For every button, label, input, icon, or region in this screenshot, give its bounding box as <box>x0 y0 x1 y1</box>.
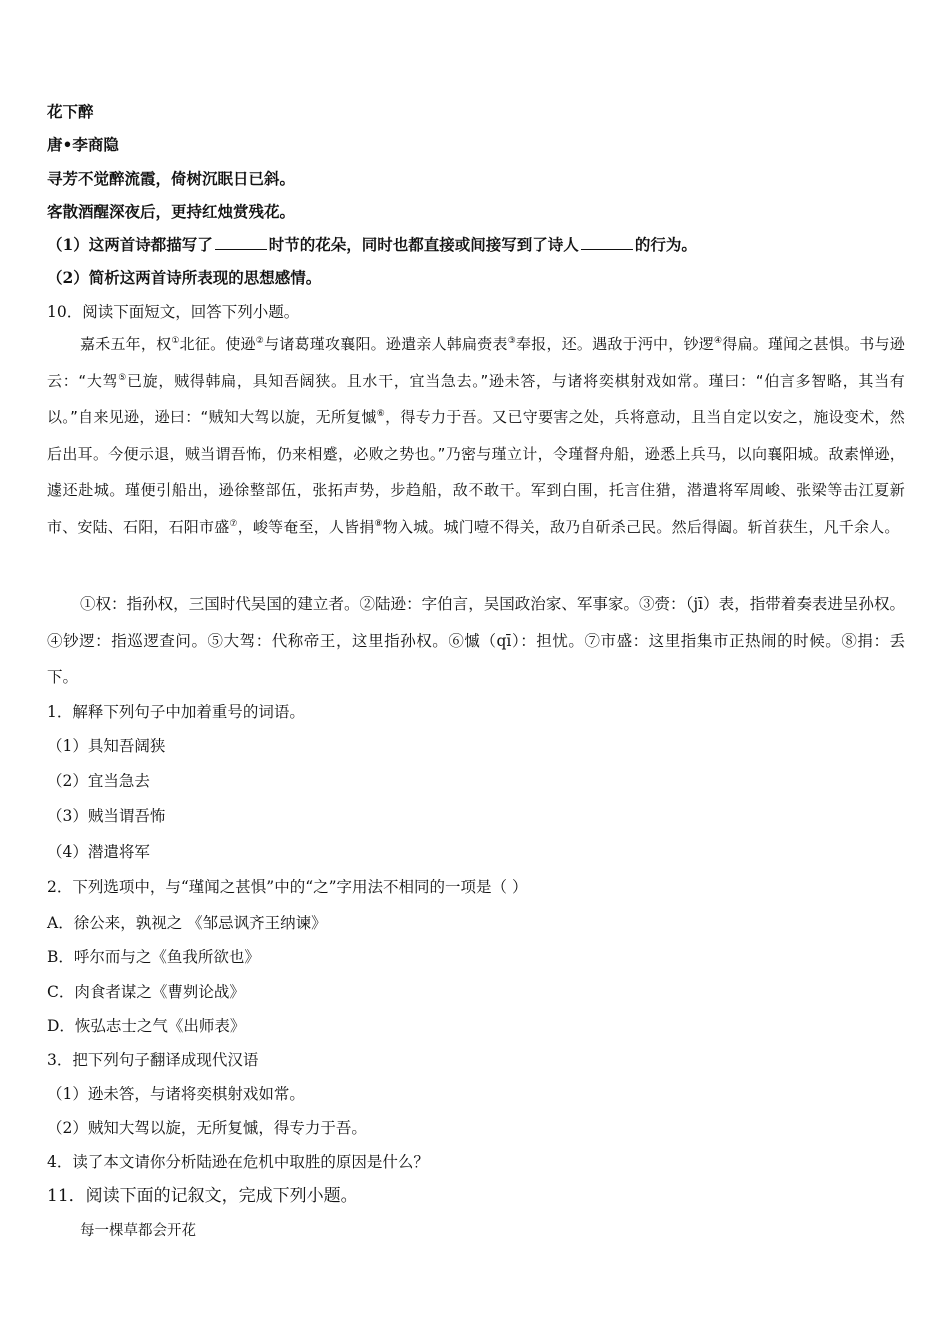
sub4-prompt: 4．读了本文请你分析陆逊在危机中取胜的原因是什么？ <box>47 1153 429 1171</box>
poem-line-2: 客散酒醒深夜后，更持红烛赏残花。 <box>47 202 296 221</box>
sub2-option-a: A．徐公来，孰视之 《邹忌讽齐王纳谏》 <box>47 914 327 932</box>
passage-text: 已旋，贼得韩扁，具知吾阔狭。且水干，宜当急去。”逊未答，与诸将奕棋射戏如常。瑾曰：“伯言多智略，其当有以。”自来见逊，逊曰：“贼知大驾以旋，无所复慽 <box>47 371 905 427</box>
q11-heading: 11．阅读下面的记叙文，完成下列小题。 <box>47 1186 358 1206</box>
passage-text: 与诸葛瑾攻襄阳。逊遣亲人韩扁赍表 <box>264 335 508 353</box>
sub2-option-b: B．呼尔而与之《鱼我所欲也》 <box>47 948 260 966</box>
sub2-option-c: C．肉食者谋之《曹刿论战》 <box>47 983 245 1001</box>
poem-line-1: 寻芳不觉醉流霞，倚树沉眠日已斜。 <box>47 169 296 188</box>
sub1-item-2: （2）宜当急去 <box>47 772 150 790</box>
note-ref-7: ⑦ <box>229 518 238 529</box>
sub1-item-3: （3）贼当谓吾怖 <box>47 807 166 825</box>
note-ref-1: ① <box>171 336 180 346</box>
poem-question-2: （2）简析这两首诗所表现的思想感情。 <box>47 268 322 287</box>
passage-text: ，峻等奄至，人皆捐 <box>237 517 375 536</box>
passage-text: 北征。使逊 <box>179 335 256 353</box>
sub1-prompt: 1．解释下列句子中加着重号的词语。 <box>47 703 305 721</box>
q10-heading: 10．阅读下面短文，回答下列小题。 <box>47 303 300 321</box>
sub3-item-2: （2）贼知大驾以旋，无所复慽，得专力于吾。 <box>47 1119 367 1137</box>
answer-blank-1[interactable] <box>215 235 267 250</box>
q10-notes: ①权：指孙权，三国时代吴国的建立者。②陆逊：字伯言，吴国政治家、军事家。③赍：（jī）表，指带着奏表进呈孙权。④钞逻：指巡逻查问。⑤大驾：代称帝王，这里指孙权。⑥慽（qī）：担忧。⑦市盛：这里指集市正热闹的时候。⑧捐：丢下。 <box>47 595 905 687</box>
sub3-item-1: （1）逊未答，与诸将奕棋射戏如常。 <box>47 1085 305 1103</box>
passage-text: 奉报，还。遇敌于沔中，钞逻 <box>516 335 714 353</box>
poem-author: 唐•李商隐 <box>47 135 119 154</box>
question-1-part-3: 的行为。 <box>634 235 697 254</box>
passage-text: 物入城。城门噎不得关，敌乃自斫杀己民。然后得阖。斩首获生，凡千余人。 <box>382 517 900 536</box>
question-1-part-1: （1）这两首诗都描写了 <box>47 235 213 254</box>
note-ref-8: ⑧ <box>374 518 383 529</box>
poem-title: 花下醉 <box>47 102 94 121</box>
sub1-item-4: （4）潜遣将军 <box>47 843 150 861</box>
sub1-item-1: （1）具知吾阔狭 <box>47 737 166 755</box>
sub2-option-d: D．恢弘志士之气《出师表》 <box>47 1017 246 1035</box>
poem-question-1 <box>47 235 697 255</box>
note-ref-3: ③ <box>507 336 517 346</box>
q11-story-title: 每一棵草都会开花 <box>80 1223 196 1239</box>
passage-text: 得扁。瑾闻之甚惧。书与逊云：“大驾 <box>47 335 905 390</box>
note-ref-5: ⑤ <box>118 372 128 383</box>
passage-text: ，得专力于吾。又已守要害之处，兵将意动，且当自定以安之，施设变术，然后出耳。今便示退，贼当谓吾怖，仍来相蹙，必败之势也。”乃密与瑾立计，令瑾督舟船，逊悉上兵马，以向襄阳城。敌素惮逊，遽还赴城。瑾便引船出，逊徐整部伍，张拓声势，步趋船，敌不敢干。军到白围，托言住猎，潜遣将军周峻、张梁等击江夏新市、安陆、石阳，石阳市盛 <box>47 408 905 536</box>
sub2-prompt: 2．下列选项中，与“瑾闻之甚惧”中的“之”字用法不相同的一项是（ ） <box>47 878 528 896</box>
passage-text: 嘉禾五年，权 <box>80 335 172 353</box>
question-1-part-2: 时节的花朵，同时也都直接或间接写到了诗人 <box>268 235 579 254</box>
note-ref-4: ④ <box>713 336 723 346</box>
q10-passage <box>47 326 905 546</box>
sub3-prompt: 3．把下列句子翻译成现代汉语 <box>47 1051 259 1069</box>
note-ref-2: ② <box>255 336 265 346</box>
answer-blank-2[interactable] <box>581 235 633 250</box>
note-ref-6: ⑥ <box>376 409 386 420</box>
